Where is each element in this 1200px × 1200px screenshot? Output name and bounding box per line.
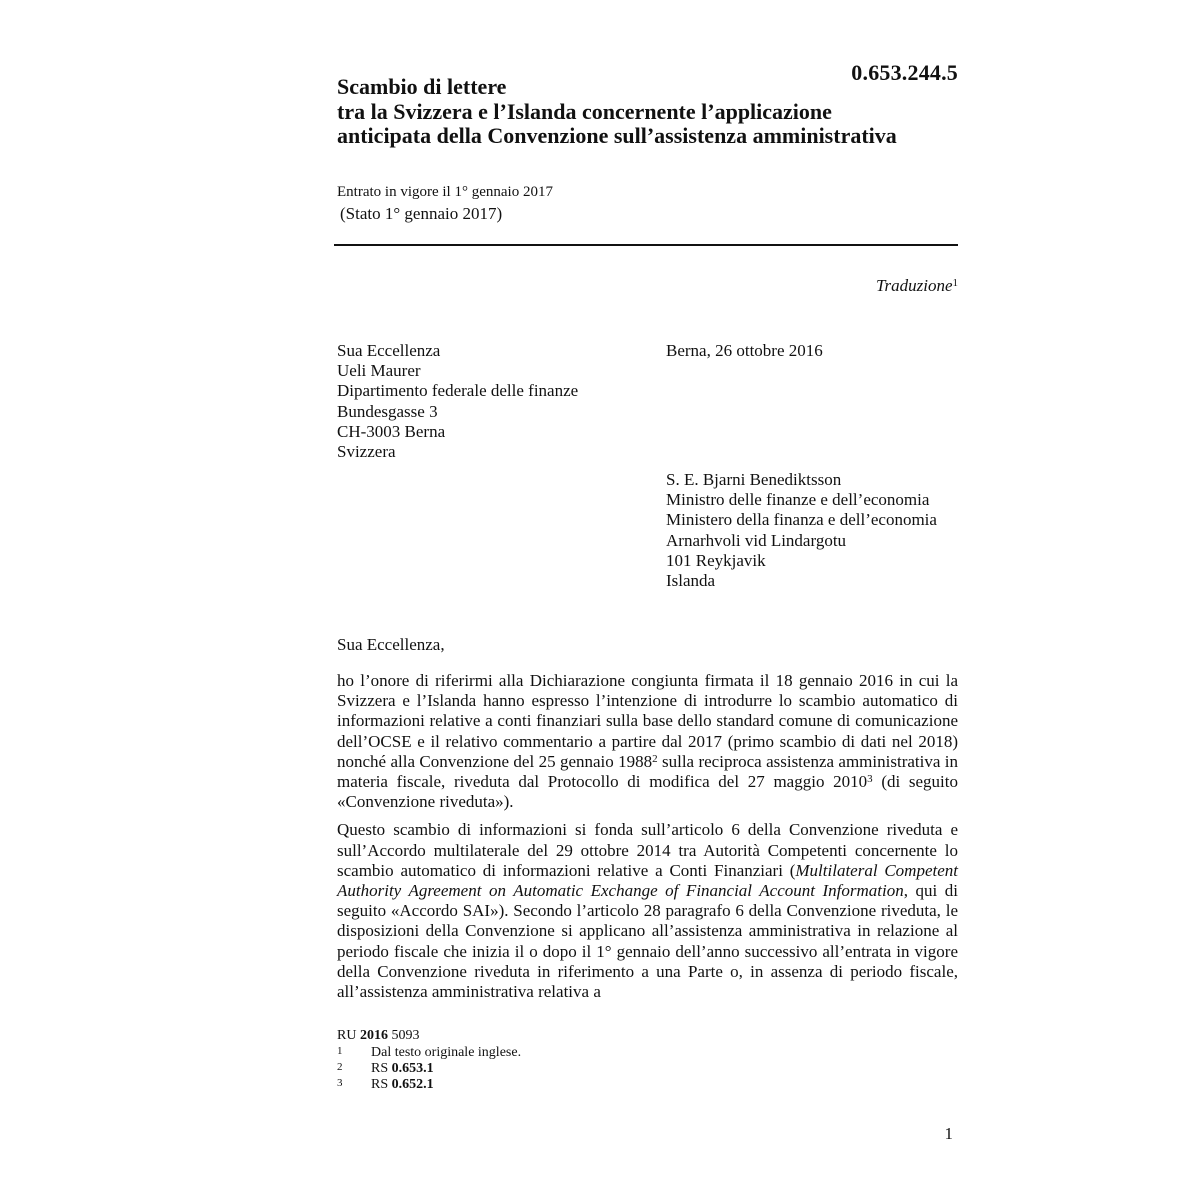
- ru-prefix: RU: [337, 1028, 360, 1043]
- ru-reference: [337, 1027, 521, 1044]
- letter-date: Berna, 26 ottobre 2016: [666, 341, 823, 360]
- footnote-item: [337, 1045, 521, 1061]
- salutation: Sua Eccellenza,: [337, 635, 445, 654]
- address-line: Dipartimento federale delle finanze: [337, 381, 579, 401]
- footnote-number: 2: [337, 1061, 343, 1073]
- address-line: Ministero della finanza e dell’economia: [666, 510, 937, 530]
- text-run: ho l’onore di riferirmi alla Dichiarazione congiunta firmata il 18 gennaio 2016 in cui la Svizzera e l’Islanda hanno espresso l’intenzione di introdurre lo scambio automatico di informazioni relative a conti finanziari sulla base dello standard comune di comunicazione dell’OCSE e il relativo commentario a partire dal 2017 (primo scambio di dati nel 2018) nonché alla Convenzione del 25 gennaio 1988: [337, 671, 958, 771]
- footnote-ref[interactable]: 1: [952, 277, 958, 289]
- address-line: Sua Eccellenza: [337, 341, 441, 360]
- text-run: (di seguito «Convenzione riveduta»).: [337, 772, 959, 812]
- address-line: Svizzera: [337, 442, 396, 462]
- title-line: Scambio di lettere: [337, 74, 507, 99]
- footnote-item: [337, 1061, 521, 1077]
- recipient-address: [337, 341, 578, 462]
- header-divider: [334, 244, 958, 246]
- footnote-ref[interactable]: 2: [652, 752, 658, 765]
- footnote-text: [371, 1077, 434, 1093]
- translation-note: [876, 276, 958, 296]
- footnote-text: Dal testo originale inglese.: [371, 1045, 522, 1060]
- footnote-item: [337, 1077, 521, 1093]
- address-line: Ueli Maurer: [337, 361, 421, 381]
- ru-page: 5093: [387, 1028, 420, 1043]
- footnote-prefix: RS: [371, 1061, 392, 1076]
- body-paragraph: [337, 820, 958, 1002]
- sr-number: 0.653.244.5: [851, 60, 958, 85]
- document-meta: [337, 183, 553, 225]
- address-line: Arnarhvoli vid Lindargotu: [666, 530, 847, 550]
- address-line: S. E. Bjarni Benediktsson: [666, 470, 842, 489]
- title-line: tra la Svizzera e l’Islanda concernente l’applicazione: [337, 98, 832, 124]
- document-page: [337, 0, 958, 1200]
- document-title: [337, 75, 958, 149]
- footnote-text: [371, 1061, 434, 1077]
- letter-body: [337, 671, 958, 1010]
- footnotes: [337, 1027, 521, 1093]
- footnote-prefix: RS: [371, 1077, 392, 1092]
- state-date: (Stato 1° gennaio 2017): [340, 204, 503, 223]
- sender-address: [666, 470, 937, 591]
- address-line: CH-3003 Berna: [337, 421, 446, 441]
- text-run: Questo scambio di informazioni si fonda sull’articolo 6 della Convenzione riveduta e sull’Accordo multilaterale del 29 ottobre 2014 tra Autorità Competenti concernente lo scambio automatico di informazioni relative a Conti Finanziari (: [337, 820, 958, 880]
- text-run: sulla reciproca assistenza amministrativa in materia fiscale, riveduta dal Protocollo di modifica del 27 maggio 2010: [337, 751, 958, 792]
- footnote-number: 3: [337, 1077, 343, 1089]
- translation-label: Traduzione: [875, 276, 953, 295]
- body-paragraph: [337, 671, 958, 812]
- entry-into-force: Entrato in vigore il 1° gennaio 2017: [337, 184, 553, 200]
- italic-text-run: Multilateral Competent Authority Agreement on Automatic Exchange of Financial Account Information: [337, 860, 958, 901]
- address-line: Islanda: [666, 571, 716, 591]
- ru-year: 2016: [359, 1028, 388, 1043]
- title-line: anticipata della Convenzione sull’assistenza amministrativa: [337, 123, 897, 148]
- footnote-ref[interactable]: 3: [867, 773, 873, 786]
- footnote-number: 1: [337, 1045, 343, 1057]
- page-number: 1: [944, 1124, 953, 1143]
- address-line: Ministro delle finanze e dell’economia: [666, 490, 930, 510]
- text-run: , qui di seguito «Accordo SAI»). Secondo l’articolo 28 paragrafo 6 della Convenzione riveduta, le disposizioni della Convenzione si applicano all’assistenza amministrativa in relazione al periodo fiscale che inizia il o dopo il 1° gennaio dell’anno successivo all’entrata in vigore della Convenzione riveduta in riferimento a una Parte o, in assenza di periodo fiscale, all’assistenza amministrativa relativa a: [337, 881, 958, 1002]
- address-line: Bundesgasse 3: [337, 401, 438, 421]
- sr-link[interactable]: 0.652.1: [391, 1077, 434, 1092]
- sr-link[interactable]: 0.653.1: [391, 1061, 434, 1076]
- address-line: 101 Reykjavik: [666, 550, 766, 570]
